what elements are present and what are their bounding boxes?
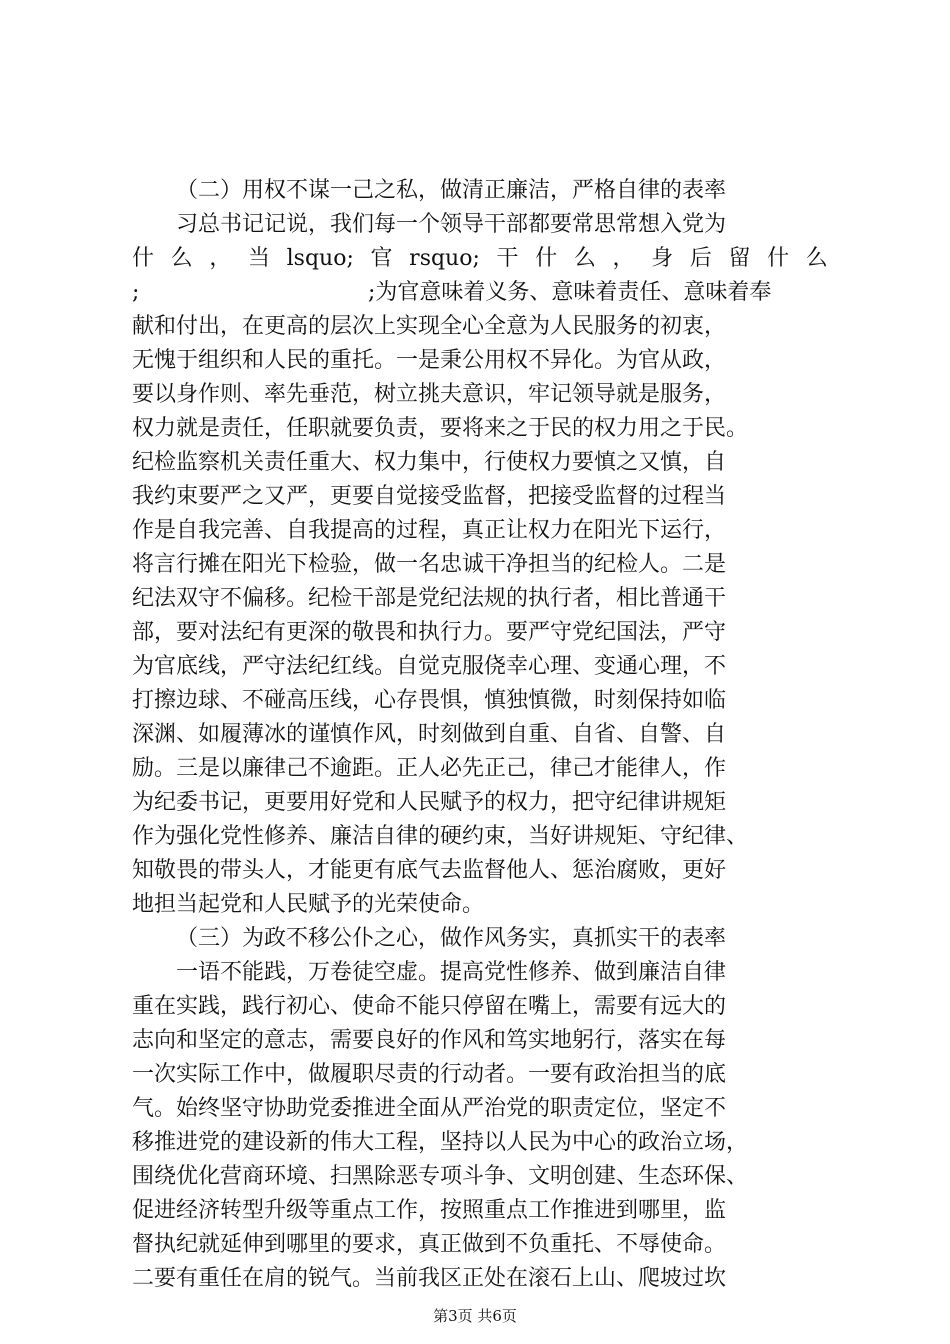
paragraph-line: 打擦边球、不碰高压线，心存畏惧，慎独慎微，时刻保持如临: [132, 688, 727, 713]
paragraph-line: 重在实践，践行初心、使命不能只停留在嘴上，需要有远大的: [132, 994, 727, 1019]
paragraph-line: 深渊、如履薄冰的谨慎作风，时刻做到自重、自省、自警、自: [132, 722, 727, 747]
paragraph-line: 志向和坚定的意志，需要良好的作风和笃实地躬行，落实在每: [132, 1028, 727, 1053]
paragraph-line: 献和付出，在更高的层次上实现全心全意为人民服务的初衷，: [132, 314, 727, 339]
spread-word: 身: [651, 246, 674, 271]
semicolon-left: ;: [132, 280, 140, 305]
paragraph-line: 纪法双守不偏移。纪检干部是党纪法规的执行者，相比普通干: [132, 586, 727, 611]
paragraph-line: 为官底线，严守法纪红线。自觉克服侥幸心理、变通心理，不: [132, 654, 727, 679]
paragraph-line: 一语不能践，万卷徒空虚。提高党性修养、做到廉洁自律: [176, 960, 727, 985]
spread-word: 什: [132, 246, 155, 271]
paragraph-line: 励。三是以廉律己不逾距。正人必先正己，律己才能律人，作: [132, 756, 727, 781]
spread-word: lsquo;: [286, 246, 354, 271]
paragraph-line: 权力就是责任，任职就要负责，要将来之于民的权力用之于民。: [132, 416, 749, 441]
spread-word: 后: [689, 246, 712, 271]
spread-word: 官: [370, 246, 393, 271]
paragraph-line-spread: [132, 242, 828, 276]
spread-word: 什: [767, 246, 790, 271]
paragraph-line: 移推进党的建设新的伟大工程，坚持以人民为中心的政治立场，: [132, 1130, 749, 1155]
paragraph-line: 要以身作则、率先垂范，树立挑夫意识，牢记领导就是服务，: [132, 382, 727, 407]
spread-word: 留: [728, 246, 751, 271]
paragraph-line-semicolons: [132, 276, 828, 310]
paragraph-line: 我约束要严之又严，更要自觉接受监督，把接受监督的过程当: [132, 484, 727, 509]
paragraph-line: 促进经济转型升级等重点工作，按照重点工作推进到哪里，监: [132, 1198, 727, 1223]
spread-word: 么: [170, 246, 193, 271]
spread-word: rsquo;: [409, 246, 480, 271]
paragraph-line: 习总书记记说，我们每一个领导干部都要常思常想入党为: [176, 212, 727, 237]
paragraph-line: 一次实际工作中，做履职尽责的行动者。一要有政治担当的底: [132, 1062, 727, 1087]
spread-word: ，: [209, 246, 232, 271]
section-heading-2: （二）用权不谋一己之私，做清正廉洁，严格自律的表率: [176, 178, 727, 203]
paragraph-line: 作是自我完善、自我提高的过程，真正让权力在阳光下运行，: [132, 518, 727, 543]
paragraph-line: 部，要对法纪有更深的敬畏和执行力。要严守党纪国法，严守: [132, 620, 727, 645]
semicolon-right: ;为官意味着义务、意味着责任、意味着奉: [368, 280, 772, 305]
paragraph-line: 地担当起党和人民赋予的光荣使命。: [132, 892, 485, 917]
paragraph-line: 为纪委书记，更要用好党和人民赋予的权力，把守纪律讲规矩: [132, 790, 727, 815]
page-number-footer: 第3页 共6页: [433, 1307, 517, 1325]
section-heading-3: （三）为政不移公仆之心，做作风务实，真抓实干的表率: [176, 926, 727, 951]
paragraph-line: 督执纪就延伸到哪里的要求，真正做到不负重托、不辱使命。: [132, 1232, 727, 1257]
spread-word: 么: [573, 246, 596, 271]
paragraph-line: 作为强化党性修养、廉洁自律的硬约束，当好讲规矩、守纪律、: [132, 824, 749, 849]
paragraph-line: 纪检监察机关责任重大、权力集中，行使权力要慎之又慎，自: [132, 450, 727, 475]
spread-word: 什: [535, 246, 558, 271]
spread-word: 么: [805, 246, 828, 271]
paragraph-line: 气。始终坚守协助党委推进全面从严治党的职责定位，坚定不: [132, 1096, 727, 1121]
paragraph-line: 知敬畏的带头人，才能更有底气去监督他人、惩治腐败，更好: [132, 858, 727, 883]
paragraph-line: 二要有重任在肩的锐气。当前我区正处在滚石上山、爬坡过坎: [132, 1266, 727, 1291]
paragraph-line: 将言行摊在阳光下检验，做一名忠诚干净担当的纪检人。二是: [132, 552, 727, 577]
paragraph-line: 无愧于组织和人民的重托。一是秉公用权不异化。为官从政，: [132, 348, 727, 373]
spread-word: ，: [612, 246, 635, 271]
spread-word: 当: [247, 246, 270, 271]
spread-word: 干: [496, 246, 519, 271]
paragraph-line: 围绕优化营商环境、扫黑除恶专项斗争、文明创建、生态环保、: [132, 1164, 749, 1189]
